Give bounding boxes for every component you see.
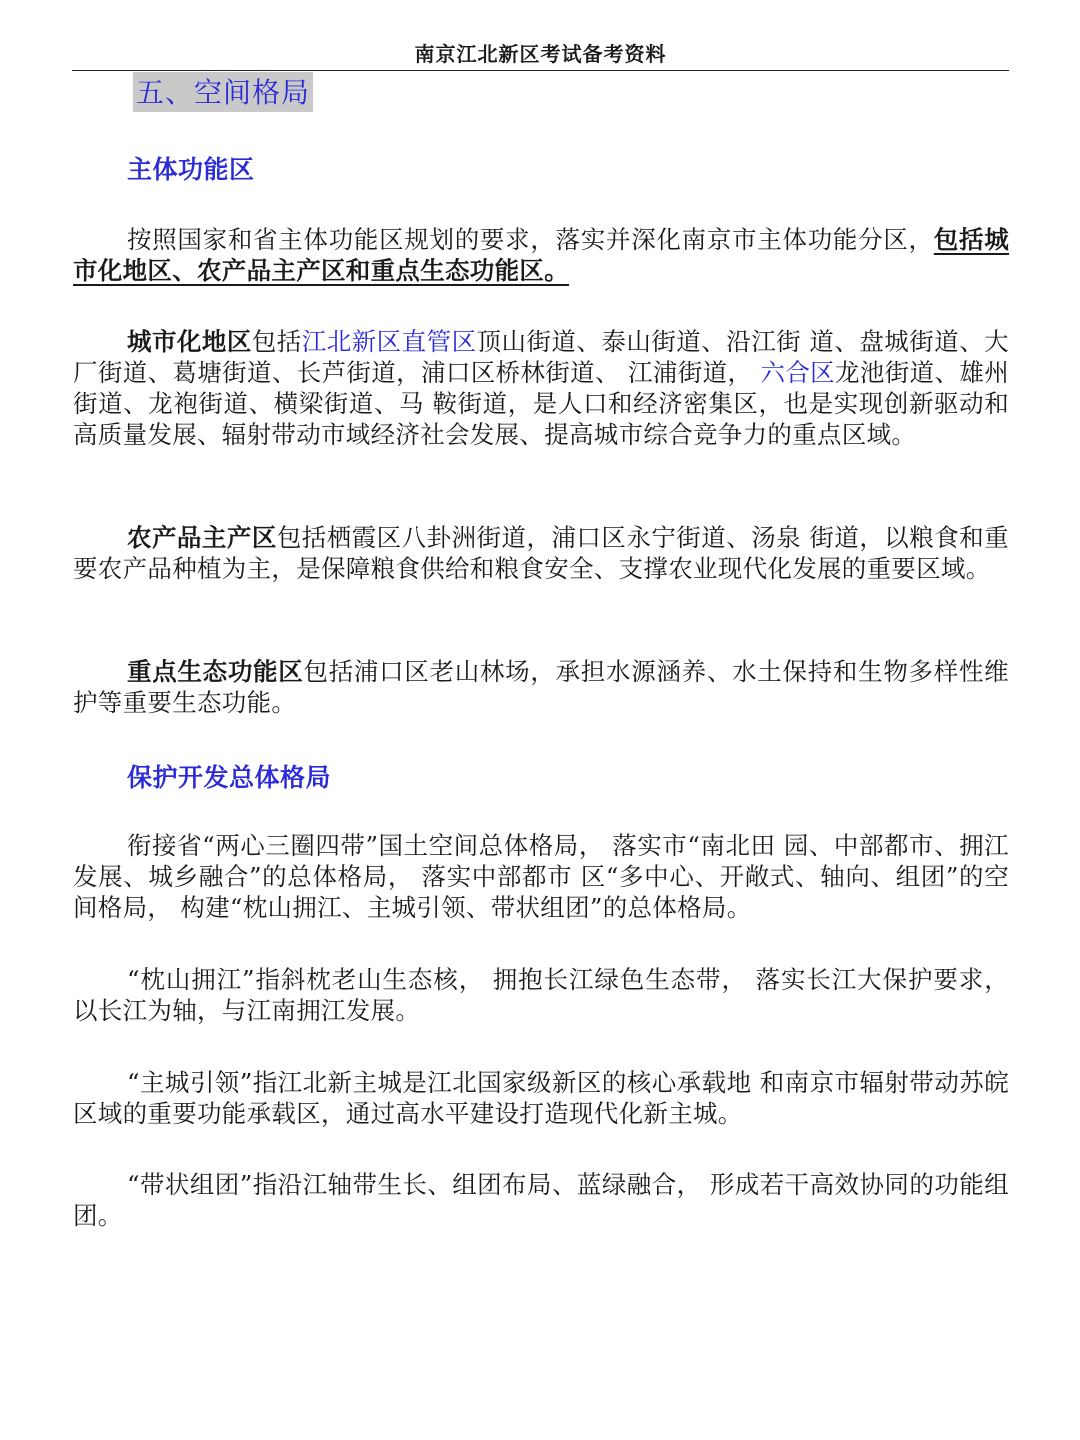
header-divider <box>72 70 1009 71</box>
link-liuhe[interactable]: 六合区 <box>760 358 836 387</box>
paragraph-5: 衔接省“两心三圈四带”国土空间总体格局， 落实市“南北田 园、中部都市、拥江发展、城乡融合”的总体格局， 落实中部都市 区“多中心、开敞式、轴向、组团”的空间格局， 构建“枕山拥江、主城引领、带状组团”的总体格局。 <box>73 831 1009 922</box>
paragraph-8: “带状组团”指沿江轴带生长、组团布局、蓝绿融合， 形成若干高效协同的功能组团。 <box>73 1170 1009 1230</box>
paragraph-7: “主城引领”指江北新主城是江北国家级新区的核心承载地 和南京市辐射带动苏皖区域的重要功能承载区，通过高水平建设打造现代化新主城。 <box>73 1068 1009 1128</box>
term-urbanized: 城市化地区 <box>127 327 252 356</box>
paragraph-1 <box>73 224 1009 286</box>
paragraph-1-emphasis: 包括城市化地区、农产品主产区和重点生态功能区。 <box>73 225 1009 285</box>
paragraph-2-b: 顶山街道、泰山街道、沿江街 道、盘城街道、大厂街道、葛塘街道、长芦街道，浦口区桥林街道、 江浦街道， <box>73 327 1009 387</box>
paragraph-2-c: 龙池街道、雄州街道、龙袍街道、横梁街道、马 鞍街道，是人口和经济密集区，也是实现创新驱动和高质量发展、辐射带动市域经济社会发展、提高城市综合竞争力的重点区域。 <box>73 358 1009 449</box>
paragraph-6: “枕山拥江”指斜枕老山生态核， 拥抱长江绿色生态带， 落实长江大保护要求，以长江为轴，与江南拥江发展。 <box>73 965 1009 1025</box>
section-title: 五、空间格局 <box>133 72 313 112</box>
paragraph-agriculture <box>73 522 1009 584</box>
term-agriculture: 农产品主产区 <box>127 523 277 552</box>
term-ecology: 重点生态功能区 <box>127 657 304 686</box>
paragraph-2-a: 包括 <box>251 327 302 356</box>
paragraph-ecology <box>73 656 1009 718</box>
paragraph-1-lead: 按照国家和省主体功能区规划的要求，落实并深化南京市主体功能分区， <box>127 225 934 254</box>
subhead-main-function: 主体功能区 <box>127 155 255 184</box>
link-jiangbei-direct[interactable]: 江北新区直管区 <box>301 327 477 356</box>
page-header: 南京江北新区考试备考资料 <box>414 42 667 66</box>
paragraph-3-text: 包括栖霞区八卦洲街道，浦口区永宁街道、汤泉 街道，以粮食和重要农产品种植为主，是保障粮食供给和粮食安全、支撑农业现代化发展的重要区域。 <box>73 523 1009 583</box>
subhead-protection-layout: 保护开发总体格局 <box>127 763 332 792</box>
paragraph-urbanized <box>73 326 1009 450</box>
paragraph-4-text: 包括浦口区老山林场，承担水源涵养、水土保持和生物多样性维护等重要生态功能。 <box>73 657 1009 717</box>
